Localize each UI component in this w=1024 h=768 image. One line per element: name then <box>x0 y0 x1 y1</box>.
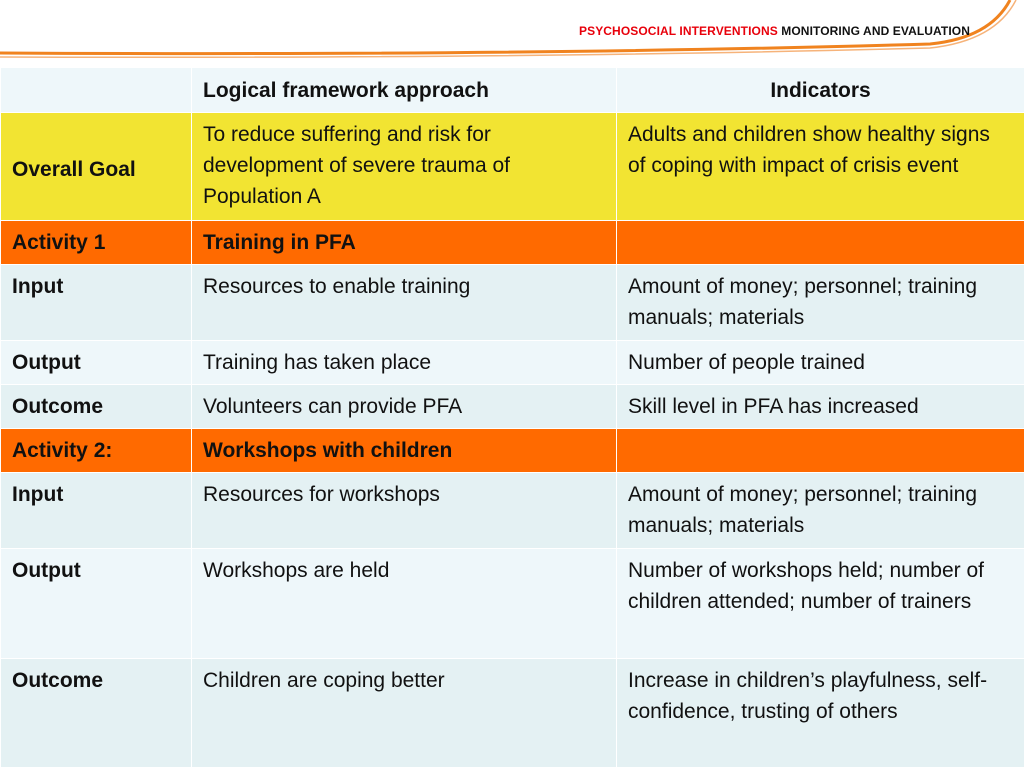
activity-empty-cell <box>617 221 1024 265</box>
activity-title: Training in PFA <box>192 221 617 265</box>
goal-row <box>1 113 1024 221</box>
activity-empty-cell <box>617 429 1024 473</box>
table-row <box>1 385 1024 429</box>
row-approach: Children are coping better <box>192 659 617 768</box>
goal-indicator: Adults and children show healthy signs of coping with impact of crisis event <box>617 113 1024 221</box>
activity-row <box>1 429 1024 473</box>
table-header-row <box>1 68 1024 113</box>
row-approach: Workshops are held <box>192 549 617 659</box>
activity-label: Activity 2: <box>1 429 192 473</box>
row-label: Output <box>1 549 192 659</box>
header-cell-empty <box>1 68 192 113</box>
row-indicator: Skill level in PFA has increased <box>617 385 1024 429</box>
row-label: Outcome <box>1 385 192 429</box>
row-label: Input <box>1 473 192 549</box>
row-indicator: Number of people trained <box>617 341 1024 385</box>
row-indicator: Amount of money; personnel; training manuals; materials <box>617 473 1024 549</box>
row-indicator: Increase in children’s playfulness, self-confidence, trusting of others <box>617 659 1024 768</box>
activity-label: Activity 1 <box>1 221 192 265</box>
header-cell-indicators: Indicators <box>617 68 1024 113</box>
activity-title: Workshops with children <box>192 429 617 473</box>
header-title-dark: MONITORING AND EVALUATION <box>781 24 970 38</box>
table-row <box>1 341 1024 385</box>
header-title-red: PSYCHOSOCIAL INTERVENTIONS <box>578 24 778 38</box>
table-row <box>1 473 1024 549</box>
row-approach: Training has taken place <box>192 341 617 385</box>
row-approach: Volunteers can provide PFA <box>192 385 617 429</box>
table-row <box>1 549 1024 659</box>
header-cell-approach: Logical framework approach <box>192 68 617 113</box>
activity-row <box>1 221 1024 265</box>
goal-approach: To reduce suffering and risk for development of severe trauma of Population A <box>192 113 617 221</box>
slide-header <box>0 0 1024 60</box>
row-label: Outcome <box>1 659 192 768</box>
goal-label: Overall Goal <box>1 113 192 221</box>
row-label: Input <box>1 265 192 341</box>
row-label: Output <box>1 341 192 385</box>
row-indicator: Number of workshops held; number of children attended; number of trainers <box>617 549 1024 659</box>
table-row <box>1 659 1024 768</box>
table-row <box>1 265 1024 341</box>
header-title <box>579 24 970 38</box>
row-approach: Resources to enable training <box>192 265 617 341</box>
row-indicator: Amount of money; personnel; training manuals; materials <box>617 265 1024 341</box>
row-approach: Resources for workshops <box>192 473 617 549</box>
logframe-table <box>0 67 1024 768</box>
